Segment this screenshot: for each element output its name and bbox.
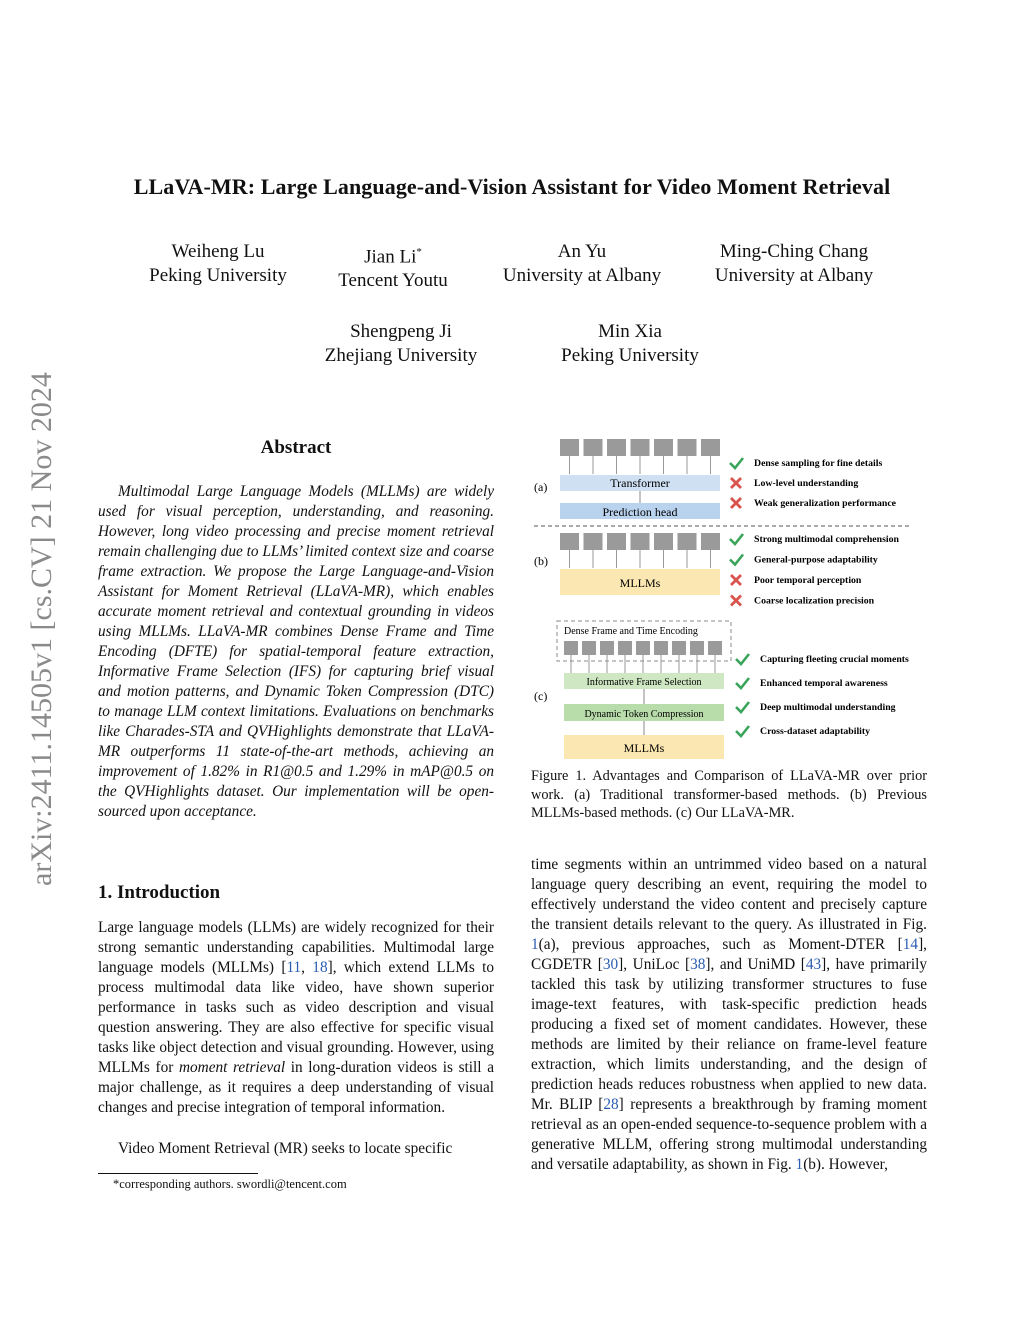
mllms-label-c: MLLMs [623, 741, 665, 755]
video-frame [678, 533, 697, 550]
video-frame [636, 641, 650, 655]
video-frame [672, 641, 686, 655]
intro-paragraph-continued: time segments within an untrimmed video based on a natural language query describing an event, requiring the model to effectively understand the video content and precisely capture the transient details relevant to the query. As illustrated in Fig. 1(a), previous approaches, such as Moment-DTER [14], CGDETR [30], UniLoc [38], and UniMD [43], have primarily tackled this task by utilizing transformer structures to fuse image-text features, with task-specific prediction heads producing a fixed set of moment candidates. However, these methods are limited by their reliance on frame-level feature extraction, which limits understanding, and the design of prediction heads reduces robustness when applied to new data. Mr. BLIP [28] represents a breakthrough by framing moment retrieval as an open-ended sequence-to-sequence problem with a generative MLLM, offering strong multimodal understanding and versatile adaptability, as shown in Fig. 1(b). However, [531, 856, 928, 1173]
video-frame [678, 439, 697, 456]
figure-link[interactable]: 1 [531, 936, 539, 953]
frame-strip-c [564, 641, 722, 673]
panel-b [534, 533, 900, 607]
advantage-text: Low-level understanding [754, 478, 859, 489]
advantage-text: Capturing fleeting crucial moments [760, 654, 909, 665]
mllms-label-b: MLLMs [619, 576, 661, 590]
paper-title: LLaVA-MR: Large Language-and-Vision Assistant for Video Moment Retrieval [133, 174, 891, 199]
advantage-text: Cross-dataset adaptability [760, 726, 871, 737]
advantage-text: Deep multimodal understanding [760, 702, 896, 713]
footnote-rule [98, 1173, 258, 1174]
cross-icon [731, 498, 741, 508]
figure-1 [530, 435, 928, 765]
advantage-text: Strong multimodal comprehension [754, 534, 899, 545]
check-icon [736, 654, 749, 664]
video-frame [654, 641, 668, 655]
author-1: Weiheng Lu Peking University [149, 241, 287, 286]
panel-b-points [730, 534, 900, 607]
frame-strip-b [560, 533, 720, 568]
video-frame [564, 641, 578, 655]
panel-c-points [736, 654, 909, 737]
advantage-text: Dense sampling for fine details [754, 458, 883, 469]
panel-a-points [730, 458, 897, 509]
intro-paragraph-1: Large language models (LLMs) are widely recognized for their strong semantic understanding capabilities. Multimodal large language models (MLLMs) [11, 18], which extend LLMs to process multimodal data like video, have shown superior performance in tasks such as video description and visual question answering. They are also effective for specific visual tasks like object detection and visual grounding. However, using MLLMs for moment retrieval in long-duration videos is still a major challenge, as it requires a deep understanding of visual changes and precise integration of temporal information. [98, 919, 495, 1116]
advantage-text: Coarse localization precision [754, 595, 875, 607]
video-frame [582, 641, 596, 655]
video-frame [607, 533, 626, 550]
panel-b-label: (b) [534, 554, 548, 568]
video-frame [618, 641, 632, 655]
video-frame [631, 439, 650, 456]
abstract-text: Multimodal Large Language Models (MLLMs) are widely used for visual perception, understanding, and reasoning. However, long video processing and precise moment retrieval remain challenging due to LLMs’ limited context size and coarse frame extraction. We propose the Large Language-and-Vision Assistant for Moment Retrieval (LLaVA-MR), which enables accurate moment retrieval and contextual grounding in videos using MLLMs. LLaVA-MR combines Dense Frame and Time Encoding (DFTE) for spatial-temporal feature extraction, Informative Frame Selection (IFS) for capturing brief visual and motion patterns, and Dynamic Token Compression (DTC) to manage LLM context limitations. Evaluations on benchmarks like Charades-STA and QVHighlights demonstrate that LLaVA-MR outperforms 11 state-of-the-art methods, achieving an improvement of 1.82% in R1@0.5 and 1.29% in mAP@0.5 on the QVHighlights dataset. Our implementation will be open-sourced upon acceptance. [98, 483, 494, 820]
citation-link[interactable]: 18 [312, 959, 328, 976]
intro-paragraph-2: Video Moment Retrieval (MR) seeks to locate specific [118, 1140, 453, 1157]
dtc-label: Dynamic Token Compression [584, 709, 704, 720]
video-frame [708, 641, 722, 655]
video-frame [560, 439, 579, 456]
citation-link[interactable]: 38 [690, 956, 706, 973]
panel-c-label: (c) [534, 689, 548, 703]
section-heading-introduction: 1. Introduction [98, 882, 221, 903]
check-icon [736, 702, 749, 712]
frame-strip-a [560, 439, 720, 474]
dfte-label: Dense Frame and Time Encoding [564, 626, 698, 637]
author-3: An Yu University at Albany [502, 241, 662, 286]
footnote: *corresponding authors. swordli@tencent.com [113, 1177, 347, 1191]
advantage-text: General-purpose adaptability [754, 554, 878, 566]
ifs-label: Informative Frame Selection [586, 677, 702, 688]
video-frame [654, 533, 673, 550]
figure-caption: Figure 1. Advantages and Comparison of LLaVA-MR over prior work. (a) Traditional transformer-based methods. (b) Previous MLLMs-based methods. (c) Our LLaVA-MR. [531, 768, 927, 821]
author-2: Jian Li* Tencent Youtu [338, 246, 448, 292]
advantage-text: Weak generalization performance [754, 498, 897, 509]
video-frame [560, 533, 579, 550]
video-frame [584, 533, 603, 550]
author-6: Min Xia Peking University [561, 321, 699, 366]
figure-link[interactable]: 1 [795, 1156, 804, 1173]
figure-1-diagram [530, 435, 928, 765]
check-icon [736, 678, 749, 688]
video-frame [701, 439, 720, 456]
panel-a-label: (a) [534, 480, 548, 494]
video-frame [607, 439, 626, 456]
cross-icon [731, 575, 741, 585]
advantage-text: Poor temporal perception [754, 575, 862, 586]
video-frame [690, 641, 704, 655]
citation-link[interactable]: 28 [603, 1096, 619, 1113]
author-4: Ming-Ching Chang University at Albany [714, 241, 874, 286]
author-5: Shengpeng Ji Zhejiang University [324, 321, 478, 366]
cross-icon [731, 596, 741, 606]
transformer-label: Transformer [610, 476, 670, 490]
advantage-text: Enhanced temporal awareness [760, 678, 888, 689]
video-frame [701, 533, 720, 550]
check-icon [730, 534, 743, 544]
video-frame [584, 439, 603, 456]
panel-c [534, 621, 909, 759]
citation-link[interactable]: 30 [602, 956, 619, 973]
check-icon [730, 555, 743, 565]
video-frame [631, 533, 650, 550]
check-icon [730, 458, 743, 468]
cross-icon [731, 478, 741, 488]
citation-link[interactable]: 14 [902, 936, 919, 953]
citation-link[interactable]: 43 [805, 956, 822, 973]
panel-a [534, 439, 897, 519]
arxiv-stamp: arXiv:2411.14505v1 [cs.CV] 21 Nov 2024 [25, 372, 58, 886]
abstract-heading: Abstract [260, 437, 332, 458]
citation-link[interactable]: 11 [286, 959, 302, 976]
video-frame [654, 439, 673, 456]
video-frame [600, 641, 614, 655]
prediction-head-label: Prediction head [602, 505, 678, 519]
check-icon [736, 726, 749, 736]
